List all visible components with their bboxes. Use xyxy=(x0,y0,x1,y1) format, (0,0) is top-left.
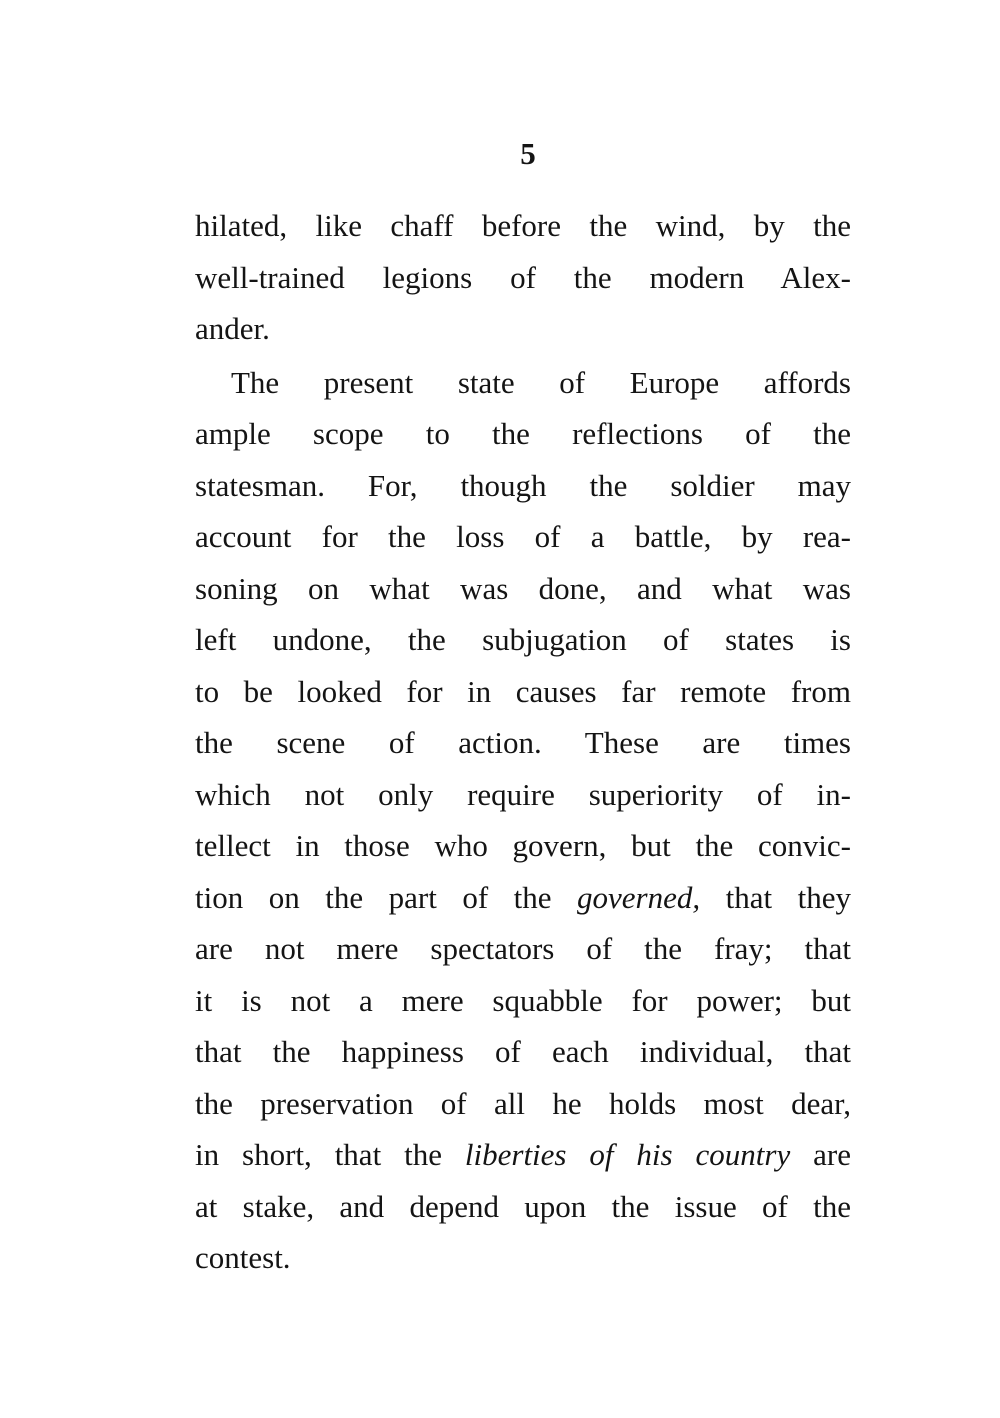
text-segment: that the happiness of each individual, that xyxy=(195,1034,851,1069)
text-line xyxy=(195,1129,851,1181)
text-segment: The present state of Europe affords xyxy=(231,364,851,400)
text-line xyxy=(195,1026,851,1078)
text-segment: contest. xyxy=(195,1240,291,1275)
text-line xyxy=(195,563,851,615)
text-segment: tellect in those who govern, but the convic- xyxy=(195,828,851,863)
text-segment: account for the loss of a battle, by rea- xyxy=(195,519,851,554)
text-segment: left undone, the subjugation of states is xyxy=(195,622,851,657)
text-line xyxy=(195,357,851,409)
text-line xyxy=(195,717,851,769)
text-segment: ample scope to the reflections of the xyxy=(195,416,851,451)
text-segment: are xyxy=(790,1137,851,1172)
text-segment: the scene of action. These are times xyxy=(195,725,851,760)
body-text xyxy=(195,200,851,1284)
text-segment: in short, that the xyxy=(195,1137,465,1172)
italic-text: liberties of his country xyxy=(464,1137,791,1172)
text-segment: well-trained legions of the modern Alex- xyxy=(195,259,851,295)
text-line xyxy=(195,460,851,512)
text-line xyxy=(195,975,851,1027)
text-line xyxy=(195,614,851,666)
text-line xyxy=(195,1232,851,1284)
text-segment: statesman. For, though the soldier may xyxy=(195,467,851,503)
text-line xyxy=(195,872,851,924)
text-segment: the preservation of all he holds most dear, xyxy=(195,1085,851,1121)
text-segment: tion on the part of the xyxy=(195,879,578,915)
text-line xyxy=(195,303,851,355)
text-line xyxy=(195,666,851,718)
text-line xyxy=(195,408,851,460)
text-segment: that they xyxy=(700,879,851,915)
text-line xyxy=(195,1078,851,1130)
page-number: 5 xyxy=(520,136,536,171)
text-segment: which not only require superiority of in- xyxy=(195,776,851,812)
text-segment: soning on what was done, and what was xyxy=(195,570,851,606)
paragraph xyxy=(195,200,851,355)
italic-text: governed, xyxy=(577,879,701,915)
text-line xyxy=(195,200,851,252)
text-line xyxy=(195,769,851,821)
text-line xyxy=(195,923,851,975)
text-line xyxy=(195,252,851,304)
text-segment: to be looked for in causes far remote from xyxy=(195,673,851,709)
text-segment: ander. xyxy=(195,311,270,346)
text-line xyxy=(195,1181,851,1233)
text-line xyxy=(195,511,851,563)
paragraph xyxy=(195,357,851,1284)
text-segment: it is not a mere squabble for power; but xyxy=(195,982,851,1018)
text-segment: are not mere spectators of the fray; that xyxy=(195,931,851,966)
text-segment: hilated, like chaff before the wind, by the xyxy=(195,208,851,243)
text-segment: at stake, and depend upon the issue of the xyxy=(195,1188,851,1224)
text-line xyxy=(195,820,851,872)
